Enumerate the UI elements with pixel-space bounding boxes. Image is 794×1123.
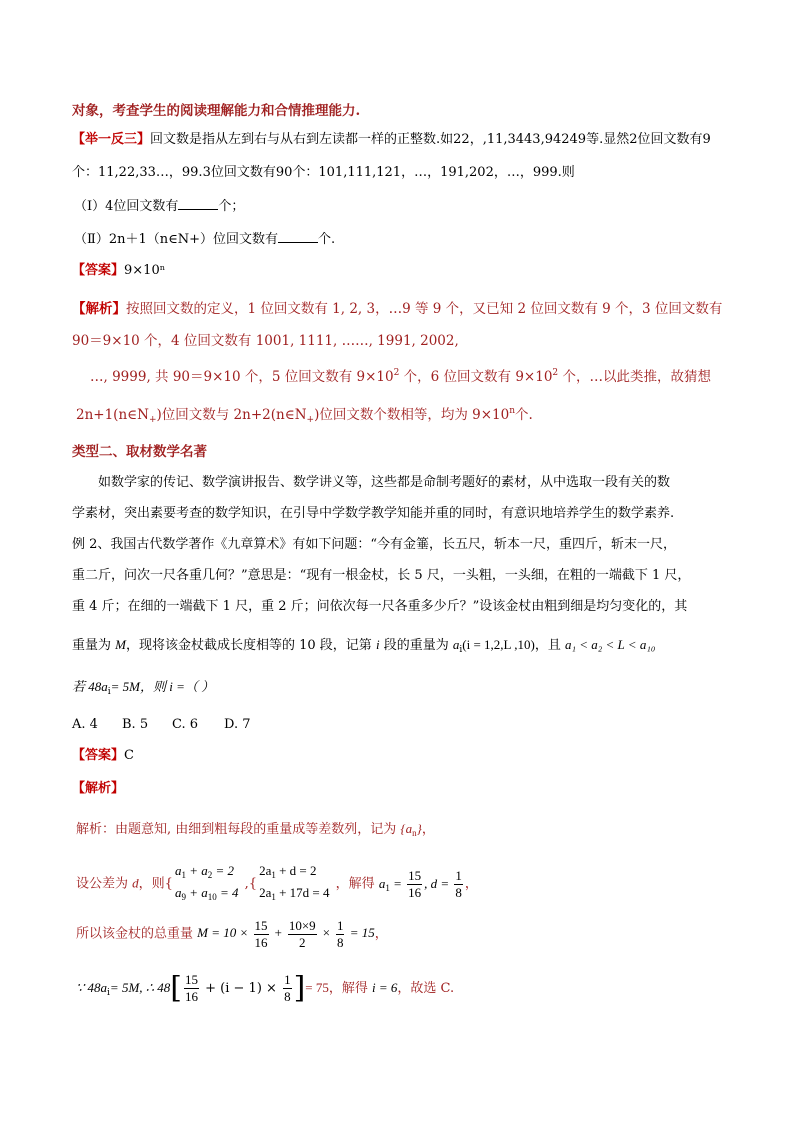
example1-line1 — [72, 131, 711, 149]
exponent-2a: 2 — [393, 368, 400, 378]
section2-para-line1: 如数学家的传记、数学演讲报告、数学讲义等，这些都是命制考题好的素材，从中选取一段有关的数 — [98, 475, 671, 490]
example1-line2: 个：11,22,33…，99.3位回文数有90个：101,111,121，…，191,202，…，999.则 — [72, 165, 575, 180]
question-2-text: （Ⅱ）2n＋1（n∈N+）位回文数有 — [74, 232, 279, 247]
analysis-text-4a: 2n+1(n∈N — [76, 407, 149, 423]
analysis-tag-2: 【解析】 — [72, 781, 125, 796]
sol-text-2a: 设公差为 — [76, 876, 129, 892]
example1-analysis-line1 — [72, 300, 722, 318]
subscript-i: i — [459, 645, 463, 655]
example1-analysis-line2: 90＝9×10 个，4 位回文数有 1001, 1111, ……, 1991, 2002, — [72, 333, 459, 349]
option-c: C. 6 — [172, 717, 199, 732]
subscript-i-3: i — [107, 988, 110, 998]
ex2-text-5b: = 5M，则 i =（ ） — [110, 679, 215, 694]
sol-text-4b: = 5M, ∴ 48 — [109, 980, 171, 995]
sol-text-4c: = 75，解得 — [305, 980, 368, 995]
var-i: i — [375, 637, 380, 652]
fraction-1-8: $\frac{1}{8}$ — [284, 972, 291, 1004]
ex2-text-4d: (i = 1,2,L ,10)，且 — [462, 637, 561, 652]
question-2 — [74, 230, 335, 249]
analysis-tag: 【解析】 — [72, 301, 126, 317]
answer-tag: 【答案】 — [72, 263, 125, 278]
example2-line3: 重 4 斤；在细的一端截下 1 尺，重 2 斤；问依次每一尺各重多少斤？”设该金杖由粗到细是均匀变化的，其 — [72, 599, 688, 614]
question-1-end: 个； — [218, 199, 245, 214]
ex2-text-4c: 段的重量为 — [383, 638, 449, 653]
subscript-i-2: i — [107, 687, 111, 697]
section2-heading: 类型二、取材数学名著 — [72, 444, 207, 460]
sol-text-3a: 所以该金杖的总重量 — [76, 926, 194, 942]
exponent-n: n — [509, 406, 515, 416]
analysis-text-1: 按照回文数的定义，1 位回文数有 1, 2, 3，…9 等 9 个，又已知 2 位回文数有 9 个，3 位回文数有 — [126, 301, 723, 317]
ex2-text-4a: 重量为 — [72, 638, 112, 653]
solution-values: $a_1$ = $\frac{15}{16}$ , d = $\frac{1}{8}$ — [378, 868, 462, 901]
example2-answer — [72, 747, 134, 765]
option-a: A. 4 — [72, 717, 98, 732]
answer-tag-2: 【答案】 — [72, 748, 125, 763]
sol-text-4a: ∵ 48a — [76, 980, 108, 995]
example1-tag: 【举一反三】 — [72, 132, 151, 147]
question-1-text: （Ⅰ）4位回文数有 — [74, 199, 179, 214]
analysis-text-3b: 个，6 位回文数有 9×10 — [403, 369, 553, 385]
solution-line2: 设公差为 d，则{ $a_1 + a_2 = 2$ $a_9 + a_{10} = 4$ ,{ $2a_1 + d = 2$ $2a_1 + 17d = 4$ ，解得 $a_1$ = $\frac{15}{16}$ , d = $\frac{1}{8}$ ， — [76, 862, 478, 902]
sol-text-2b: ，则 — [138, 876, 165, 892]
exponent-2b: 2 — [552, 368, 559, 378]
question-2-end: 个. — [318, 232, 336, 247]
ex2-text-4b: ，现将该金杖截成长度相等的 10 段，记第 — [126, 638, 372, 653]
fraction-15-16: $\frac{15}{16}$ — [185, 972, 199, 1004]
set-a-n: $\{a_n\}$ — [400, 821, 422, 838]
analysis-text-4c: )位回文数个数相等，均为 9×10 — [314, 407, 510, 423]
example2-line4 — [72, 636, 655, 659]
equation-system-1: $a_1 + a_2 = 2$ $a_9 + a_{10} = 4$ — [174, 863, 239, 902]
analysis-text-3c: 个，…以此类推，故猜想 — [562, 369, 711, 385]
solution-line1: 解析：由题意知, 由细到粗每段的重量成等差数列，记为 $\{a_n\}$， — [76, 821, 435, 838]
example2-line5 — [72, 678, 214, 701]
question-1 — [74, 197, 244, 216]
example1-analysis-line4 — [76, 402, 533, 429]
sol-text-4d: i = 6 — [372, 980, 398, 995]
example1-text1: 回文数是指从左到右与从右到左读都一样的正整数.如22，,11,3443,94249等.显然2位回文数有9 — [150, 132, 711, 147]
intro-line: 对象，考查学生的阅读理解能力和合情推理能力. — [72, 103, 361, 119]
answer-blank-1 — [178, 197, 218, 210]
answer-blank-2 — [278, 230, 318, 243]
answer-value-2: C — [124, 748, 134, 763]
example1-answer — [72, 262, 165, 280]
equation-system-2: $2a_1 + d = 2$ $2a_1 + 17d = 4$ — [259, 863, 330, 902]
example2-line2: 重二斤，问次一尺各重几何？”意思是：“现有一根金杖，长 5 尺，一头粗，一头细，在粗的一端截下 1 尺， — [72, 568, 691, 583]
answer-value: 9×10ⁿ — [124, 263, 166, 278]
solution-line3: 所以该金杖的总重量 M = 10 × $\frac{15}{16}$ + $\frac{10\times 9}{2}$ × $\frac{1}{8}$ = 15， — [76, 918, 388, 950]
analysis-text-4d: 个. — [515, 407, 533, 423]
var-M: M — [115, 637, 126, 652]
option-d: D. 7 — [224, 717, 251, 732]
section2-para-line2: 学素材，突出素要考查的数学知识，在引导中学数学教学知能并重的同时，有意识地培养学生的数学素养. — [72, 506, 675, 521]
sol-text-4e: ，故选 C. — [397, 981, 455, 996]
ex2-text-4e: a₁ < a₂ < L < a₁₀ — [564, 637, 656, 652]
ex2-text-5a: 若 48a — [72, 679, 108, 694]
subscript-plus-1: + — [148, 415, 157, 425]
sol-text-1: 解析：由题意知, 由细到粗每段的重量成等差数列，记为 — [76, 822, 397, 837]
sol-text-2c: ，解得 — [335, 876, 375, 892]
solution-line4: ∵ $48a_i= 5M$, ∴ 48[ $\frac{15}{16}$ + (i − 1) × $\frac{1}{8}$ ]= 75，解得 i = 6，故选 C. — [76, 970, 455, 1006]
subscript-plus-2: + — [306, 415, 315, 425]
var-d: d — [132, 875, 139, 891]
var-a: a — [452, 637, 460, 652]
analysis-text-4b: )位回文数与 2n+2(n∈N — [156, 407, 307, 423]
example2-line1: 例 2、我国古代数学著作《九章算术》有如下问题：“今有金箠，长五尺，斩本一尺，重四斤，斩末一尺， — [72, 537, 677, 552]
total-weight-formula: M = 10 × $\frac{15}{16}$ + $\frac{10\times 9}{2}$ × $\frac{1}{8}$ = 15 — [197, 918, 375, 950]
example1-analysis-line3 — [90, 364, 711, 386]
option-b: B. 5 — [122, 717, 149, 732]
analysis-text-3a: …, 9999, 共 90＝9×10 个，5 位回文数有 9×10 — [90, 369, 394, 385]
